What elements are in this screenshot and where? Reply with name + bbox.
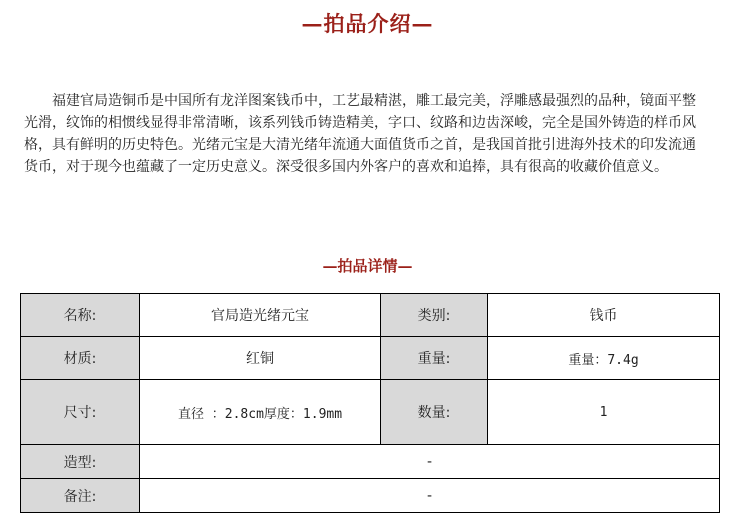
table-row bbox=[21, 294, 720, 337]
intro-paragraph: 福建官局造铜币是中国所有龙洋图案钱币中，工艺最精湛，雕工最完美，浮雕感最强烈的品种，镜面平整光滑，纹饰的相惯线显得非常清晰，该系列钱币铸造精美，字口、纹路和边齿深峻，完全是国外铸造的样币风格，具有鲜明的历史特色。光绪元宝是大清光绪年流通大面值货币之首，是我国首批引进海外技术的印发流通货币，对于现今也蕴藏了一定历史意义。深受很多国内外客户的喜欢和追捧，具有很高的收藏价值意义。 bbox=[24, 93, 696, 175]
details-table bbox=[20, 293, 720, 513]
remark-label: 备注: bbox=[21, 479, 140, 513]
material-value: 红铜 bbox=[140, 337, 381, 380]
table-row bbox=[21, 445, 720, 479]
size-label: 尺寸: bbox=[21, 380, 140, 445]
shape-label: 造型: bbox=[21, 445, 140, 479]
weight-value: 重量：7.4g bbox=[488, 337, 720, 380]
section-title-intro: —拍品介绍— bbox=[301, 11, 434, 36]
material-label: 材质: bbox=[21, 337, 140, 380]
weight-label: 重量: bbox=[381, 337, 488, 380]
table-row bbox=[21, 337, 720, 380]
table-row bbox=[21, 479, 720, 513]
size-value: 直径 ：2.8cm厚度：1.9mm bbox=[140, 380, 381, 445]
shape-value: - bbox=[140, 445, 720, 479]
category-value: 钱币 bbox=[488, 294, 720, 337]
quantity-label: 数量: bbox=[381, 380, 488, 445]
table-row bbox=[21, 380, 720, 445]
section-title-details: —拍品详情— bbox=[322, 257, 413, 275]
name-label: 名称: bbox=[21, 294, 140, 337]
quantity-value: 1 bbox=[488, 380, 720, 445]
name-value: 官局造光绪元宝 bbox=[140, 294, 381, 337]
remark-value: - bbox=[140, 479, 720, 513]
category-label: 类别: bbox=[381, 294, 488, 337]
